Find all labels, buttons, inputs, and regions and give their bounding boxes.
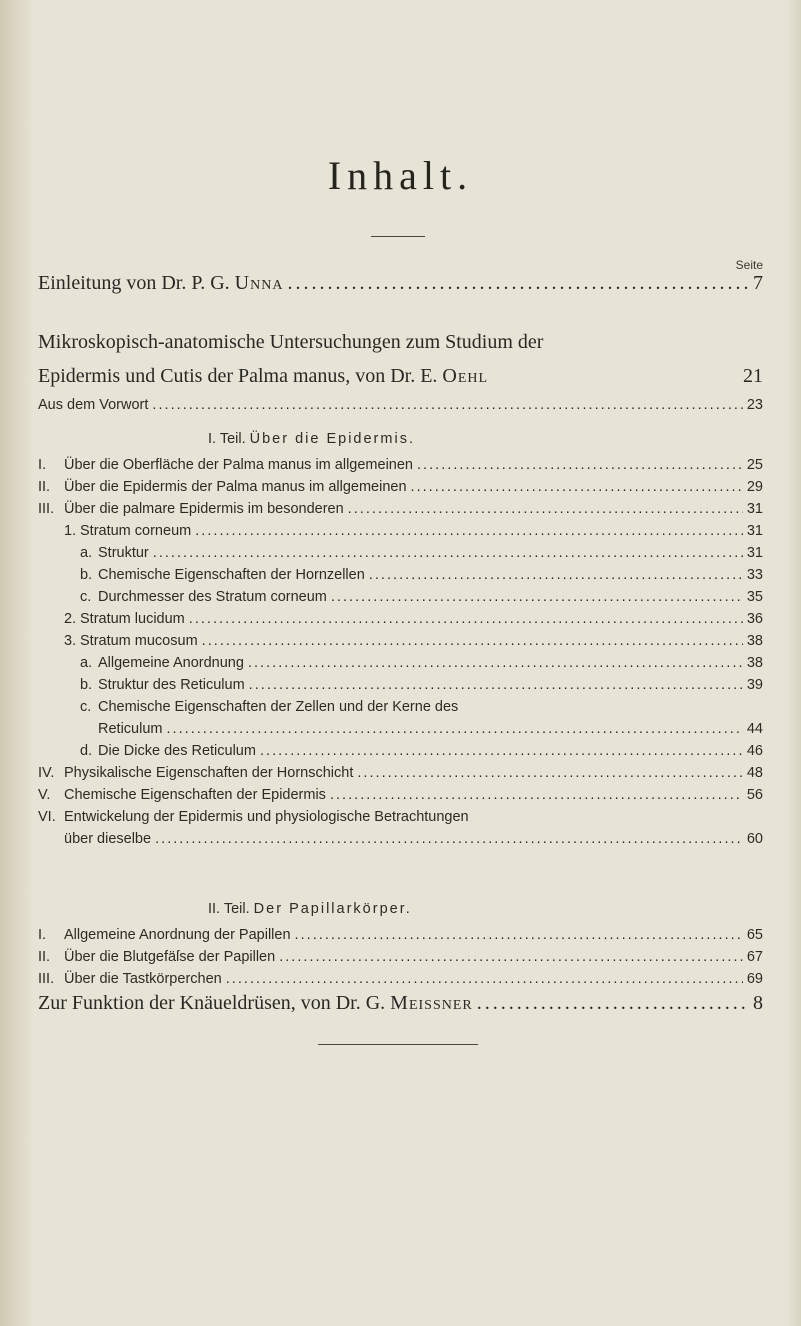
toc-entry-continuation: Reticulum	[98, 721, 163, 737]
leader-dots	[411, 479, 743, 495]
toc-entry	[64, 501, 763, 517]
section-heading-line1: Mikroskopisch-anatomische Untersuchungen zum Studium der	[38, 331, 544, 353]
leader-dots	[330, 787, 743, 803]
toc-entry	[98, 677, 763, 693]
toc-entry-number: VI.	[38, 809, 56, 825]
toc-entry-label: Durchmesser des Stratum corneum	[98, 589, 327, 605]
toc-entry-label: Struktur des Reticulum	[98, 677, 245, 693]
toc-entry	[98, 655, 763, 671]
leader-dots	[348, 501, 743, 517]
page-column-label: Seite	[735, 258, 763, 272]
toc-entry-number: a.	[80, 655, 93, 671]
leader-dots	[260, 743, 743, 759]
leader-dots	[287, 272, 749, 295]
title-rule	[371, 236, 425, 237]
toc-entry-page: 35	[746, 589, 763, 605]
part1-heading: I. Teil. Über die Epidermis.	[208, 431, 415, 447]
toc-entry-number: IV.	[38, 765, 55, 781]
toc-entry-number: II.	[38, 949, 51, 965]
leader-dots	[279, 949, 743, 965]
leader-dots	[189, 611, 743, 627]
toc-entry	[64, 479, 763, 495]
toc-entry-page: 60	[746, 831, 763, 847]
toc-entry	[98, 567, 763, 583]
leader-dots	[331, 589, 743, 605]
toc-entry-number: V.	[38, 787, 51, 803]
toc-entry	[64, 457, 763, 473]
toc-entry-continuation: über dieselbe	[64, 831, 152, 847]
toc-entry-oehl	[38, 365, 763, 388]
toc-entry-meissner	[38, 992, 763, 1015]
leader-dots	[295, 927, 743, 943]
leader-dots	[153, 545, 743, 561]
toc-entry-label: Allgemeine Anordnung	[98, 655, 244, 671]
toc-entry-page: 65	[746, 927, 763, 943]
leader-dots	[417, 457, 743, 473]
toc-entry-page: 7	[753, 272, 763, 294]
toc-entry-page: 39	[746, 677, 763, 693]
toc-entry-number: d.	[80, 743, 93, 759]
toc-entry	[98, 743, 763, 759]
toc-entry-label: Struktur	[98, 545, 149, 561]
toc-entry-page: 33	[746, 567, 763, 583]
leader-dots	[369, 567, 743, 583]
toc-entry-label: Aus dem Vorwort	[38, 397, 149, 413]
toc-entry-label: Stratum lucidum	[80, 611, 185, 627]
toc-entry	[80, 523, 763, 539]
toc-entry-number: c.	[80, 699, 92, 715]
toc-entry-page: 29	[746, 479, 763, 495]
toc-entry-number: II.	[38, 479, 51, 495]
toc-entry-page: 38	[746, 633, 763, 649]
toc-entry-number: I.	[38, 457, 47, 473]
toc-entry	[80, 633, 763, 649]
toc-entry-number: I.	[38, 927, 47, 943]
leader-dots	[249, 677, 743, 693]
toc-entry	[80, 611, 763, 627]
toc-entry-number: 3.	[64, 633, 77, 649]
toc-entry-page: 21	[743, 365, 763, 387]
toc-entry-label: Stratum mucosum	[80, 633, 198, 649]
toc-entry-label: Physikalische Eigenschaften der Hornschicht	[64, 765, 354, 781]
toc-entry-number: III.	[38, 501, 55, 517]
leader-dots	[155, 831, 743, 847]
toc-entry	[64, 831, 763, 847]
toc-entry-label: Über die Blutgefäſse der Papillen	[64, 949, 276, 965]
toc-entry	[98, 545, 763, 561]
closing-rule	[318, 1044, 478, 1045]
toc-entry-intro	[38, 272, 763, 295]
toc-entry-page: 8	[753, 992, 763, 1014]
toc-entry-label: Chemische Eigenschaften der Hornzellen	[98, 567, 365, 583]
toc-entry-page: 31	[746, 545, 763, 561]
toc-entry-label: Chemische Eigenschaften der Epidermis	[64, 787, 326, 803]
toc-entry-vorwort	[38, 397, 763, 413]
toc-entry-number: III.	[38, 971, 55, 987]
leader-dots	[152, 397, 742, 413]
leader-dots	[477, 992, 749, 1015]
leader-dots	[166, 721, 742, 737]
toc-entry-page: 67	[746, 949, 763, 965]
toc-entry-label: Einleitung von Dr. P. G. Unna	[38, 272, 284, 294]
toc-entry-label: Entwickelung der Epidermis und physiologische Betrachtungen	[64, 809, 469, 825]
toc-entry-number: 1.	[64, 523, 77, 539]
toc-entry-page: 36	[746, 611, 763, 627]
toc-entry-label: Epidermis und Cutis der Palma manus, von Dr. E. Oehl	[38, 365, 489, 387]
toc-entry-page: 25	[746, 457, 763, 473]
toc-entry	[98, 721, 763, 737]
leader-dots	[202, 633, 743, 649]
toc-entry	[64, 927, 763, 943]
toc-entry-page: 31	[746, 501, 763, 517]
toc-entry-number: c.	[80, 589, 92, 605]
toc-entry	[64, 765, 763, 781]
toc-entry	[64, 971, 763, 987]
toc-entry-label: Über die Epidermis der Palma manus im allgemeinen	[64, 479, 407, 495]
toc-entry-page: 48	[746, 765, 763, 781]
toc-entry-label: Stratum corneum	[80, 523, 192, 539]
toc-entry-label: Allgemeine Anordnung der Papillen	[64, 927, 291, 943]
toc-entry-label: Die Dicke des Reticulum	[98, 743, 256, 759]
leader-dots	[357, 765, 743, 781]
page-title: Inhalt.	[327, 153, 474, 198]
toc-entry-number: b.	[80, 567, 93, 583]
leader-dots	[226, 971, 743, 987]
toc-entry	[64, 949, 763, 965]
toc-entry	[64, 787, 763, 803]
toc-entry-page: 46	[746, 743, 763, 759]
toc-entry-page: 38	[746, 655, 763, 671]
part2-heading: II. Teil. Der Papillarkörper.	[208, 901, 412, 917]
toc-entry-page: 23	[746, 397, 763, 413]
toc-entry-page: 44	[746, 721, 763, 737]
toc-entry-label: Über die Oberfläche der Palma manus im allgemeinen	[64, 457, 413, 473]
toc-entry-number: 2.	[64, 611, 77, 627]
toc-entry	[98, 589, 763, 605]
toc-entry-page: 56	[746, 787, 763, 803]
toc-entry-page: 31	[746, 523, 763, 539]
toc-entry-page: 69	[746, 971, 763, 987]
leader-dots	[195, 523, 743, 539]
toc-entry-number: b.	[80, 677, 93, 693]
leader-dots	[248, 655, 743, 671]
toc-entry-label: Chemische Eigenschaften der Zellen und der Kerne des	[98, 699, 459, 715]
toc-entry-label: Über die Tastkörperchen	[64, 971, 222, 987]
toc-entry-number: a.	[80, 545, 93, 561]
toc-entry-label: Zur Funktion der Knäueldrüsen, von Dr. G. Meissner	[38, 992, 473, 1014]
toc-entry-label: Über die palmare Epidermis im besonderen	[64, 501, 344, 517]
